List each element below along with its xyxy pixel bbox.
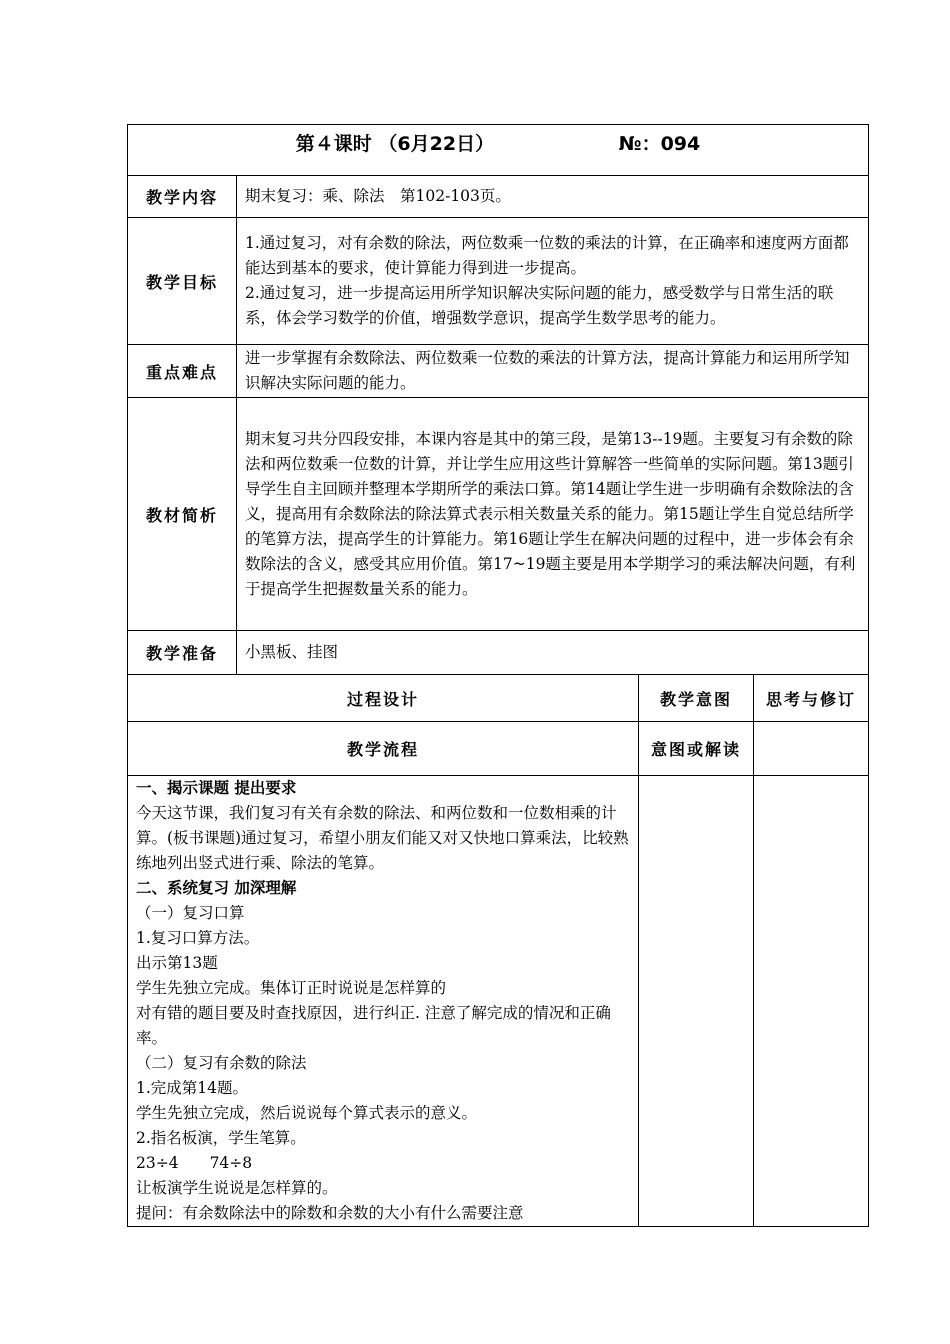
subheader-empty (754, 722, 869, 776)
label-content: 教学内容 (128, 176, 237, 218)
row-goals (128, 218, 869, 345)
section-heading: 一、揭示课题 提出要求 (136, 779, 297, 797)
header-teaching-intent: 教学意图 (639, 675, 754, 722)
value-preparation (237, 631, 869, 675)
subheader-teaching-flow: 教学流程 (128, 722, 639, 776)
lesson-plan-table (127, 124, 869, 1227)
label-analysis: 教材简析 (128, 398, 237, 631)
row-preparation (128, 631, 869, 675)
key-points-text: 进一步掌握有余数除法、两位数乘一位数的乘法的计算方法，提高计算能力和运用所学知识解决实际问题的能力。 (245, 349, 850, 392)
flow-line: 23÷4 74÷8 (136, 1154, 253, 1172)
content-text: 期末复习：乘、除法 第102-103页。 (245, 187, 511, 205)
flow-line: 出示第13题 (136, 954, 218, 972)
label-goals: 教学目标 (128, 218, 237, 345)
label-key-points: 重点难点 (128, 345, 237, 398)
lesson-period: 第４课时 (295, 133, 372, 155)
preparation-text: 小黑板、挂图 (245, 643, 339, 661)
flow-line: 学生先独立完成。集体订正时说说是怎样算的 (136, 979, 447, 997)
lesson-date: （6月22日） (378, 133, 495, 155)
lesson-number: №：094 (618, 133, 701, 155)
value-analysis (237, 398, 869, 631)
process-body-row (128, 776, 869, 1227)
teaching-flow-content (128, 776, 639, 1227)
lesson-plan-document (127, 124, 868, 1227)
value-content (237, 176, 869, 218)
flow-line: 2.指名板演，学生笔算。 (136, 1129, 306, 1147)
flow-line: （二）复习有余数的除法 (136, 1054, 307, 1072)
goal-1: 1.通过复习，对有余数的除法，两位数乘一位数的乘法的计算，在正确率和速度两方面都能达到基本的要求，使计算能力得到进一步提高。 (245, 234, 849, 277)
label-preparation: 教学准备 (128, 631, 237, 675)
title-cell (128, 125, 869, 176)
process-header-row (128, 675, 869, 722)
goal-2: 2.通过复习，进一步提高运用所学知识解决实际问题的能力，感受数学与日常生活的联系，体会学习数学的价值，增强数学意识，提高学生数学思考的能力。 (245, 284, 834, 327)
analysis-text: 期末复习共分四段安排，本课内容是其中的第三段，是第13--19题。主要复习有余数的除法和两位数乘一位数的计算，并让学生应用这些计算解答一些简单的实际问题。第13题引导学生自主回顾并整理本学期所学的乘法口算。第14题让学生进一步明确有余数除法的含义，提高用有余数除法的除法算式表示相关数量关系的能力。第15题让学生自觉总结所学的笔算方法，提高学生的计算能力。第16题让学生在解决问题的过程中，进一步体会有余数除法的含义，感受其应用价值。第17~19题主要是用本学期学习的乘法解决问题，有利于提高学生把握数量关系的能力。 (245, 429, 856, 598)
flow-line: （一）复习口算 (136, 904, 245, 922)
flow-line: 让板演学生说说是怎样算的。 (136, 1179, 338, 1197)
flow-paragraph: 对有错的题目要及时查找原因，进行纠正. 注意了解完成的情况和正确率。 (136, 1004, 611, 1047)
title-row (128, 125, 869, 176)
flow-line: 提问：有余数除法中的除数和余数的大小有什么需要注意 (136, 1204, 524, 1222)
row-key-points (128, 345, 869, 398)
value-goals (237, 218, 869, 345)
flow-line: 学生先独立完成，然后说说每个算式表示的意义。 (136, 1104, 478, 1122)
reflection-content (754, 776, 869, 1227)
flow-line: 1.复习口算方法。 (136, 929, 260, 947)
intent-content (639, 776, 754, 1227)
subheader-intent-interpretation: 意图或解读 (639, 722, 754, 776)
header-reflection: 思考与修订 (754, 675, 869, 722)
row-analysis (128, 398, 869, 631)
flow-line: 1.完成第14题。 (136, 1079, 249, 1097)
header-process-design: 过程设计 (128, 675, 639, 722)
process-subheader-row (128, 722, 869, 776)
section-heading: 二、系统复习 加深理解 (136, 879, 297, 897)
flow-paragraph: 今天这节课，我们复习有关有余数的除法、和两位数和一位数相乘的计算。(板书课题)通过复习，希望小朋友们能又对又快地口算乘法，比较熟练地列出竖式进行乘、除法的笔算。 (136, 804, 629, 872)
row-content (128, 176, 869, 218)
value-key-points (237, 345, 869, 398)
